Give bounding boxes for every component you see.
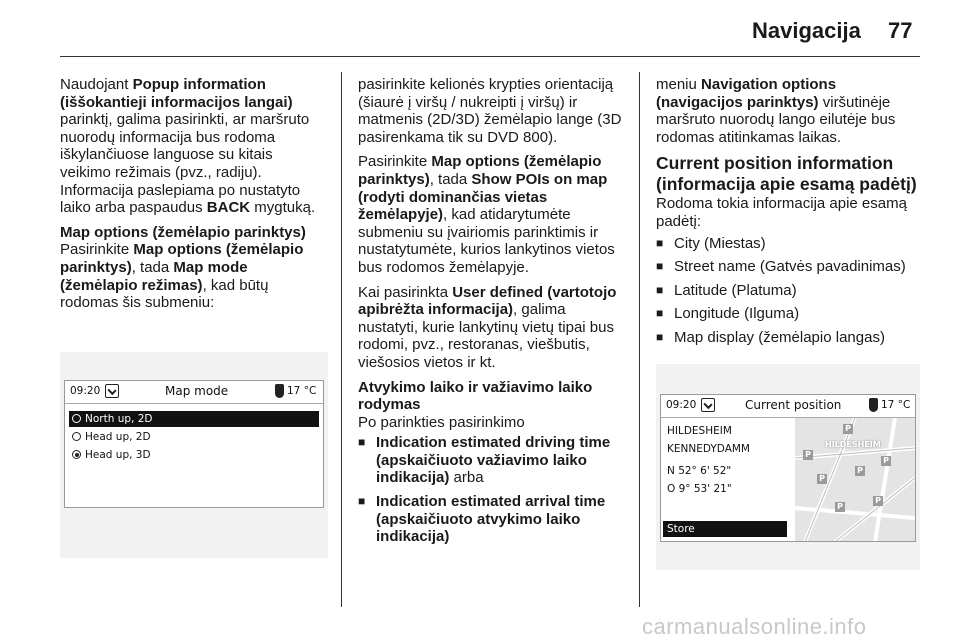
poi-icon: P: [803, 450, 813, 460]
navigation-icon: [701, 398, 715, 412]
section-heading-arrival-time: Atvykimo laiko ir važiavimo laiko rodymas: [358, 378, 593, 414]
poi-icon: P: [817, 474, 827, 484]
radio-icon: [72, 414, 81, 423]
map-mode-option-head-up-2d[interactable]: Head up, 2D: [69, 429, 319, 445]
header-rule: [60, 56, 920, 57]
navigation-icon: [105, 384, 119, 398]
paragraph: Po parinkties pasirinkimo: [358, 413, 525, 431]
list-item: ■ Longitude (Ilguma): [656, 305, 922, 323]
paragraph: Pasirinkite Map options (žemėlapio parinktys), tada Show POIs on map (rodyti dominančias vietas žemėlapyje), kad atidarytumėte submeniu su įvairiomis parinktimis ir nustatytumėte, kurios lankytinos vietos bus rodomos žemėlapyje.: [358, 153, 615, 276]
paragraph: Pasirinkite Map options (žemėlapio parinktys), tada Map mode (žemėlapio režimas), kad būtų rodomas šis submeniu:: [60, 241, 304, 312]
radio-selected-icon: [72, 450, 81, 459]
page-number: 77: [888, 18, 913, 43]
map-mode-option-head-up-3d[interactable]: Head up, 3D: [69, 447, 319, 463]
paragraph: Rodoma tokia informacija apie esamą padėtį:: [656, 195, 907, 230]
paragraph: Naudojant Popup information (iššokantieji informacijos langai) parinktį, galima pasirinkti, ar maršruto nuorodų informacija bus rodoma iškylančiuose languose su kitais veikimo režimais (pvz., radiju). Informacija paslepiama po nustatyto laiko arba paspaudus BACK mygtuką.: [60, 76, 316, 217]
list-item: ■ Indication estimated driving time (apskaičiuoto važiavimo laiko indikacija) arba: [358, 434, 624, 487]
poi-icon: P: [835, 502, 845, 512]
list-item: ■ City (Miestas): [656, 235, 922, 253]
list-item: ■ Indication estimated arrival time (apskaičiuoto atvykimo laiko indikacija): [358, 493, 624, 546]
clock: 09:20: [70, 385, 101, 397]
store-button[interactable]: Store: [663, 521, 787, 537]
poi-icon: P: [855, 466, 865, 476]
column-divider-1: [341, 72, 342, 607]
current-position-screen: [660, 394, 916, 542]
column-2: [358, 76, 624, 554]
radio-icon: [72, 432, 81, 441]
city-value: HILDESHEIM: [667, 425, 732, 437]
column-1: [60, 76, 326, 319]
paragraph: pasirinkite kelionės krypties orientaciją (šiaurė į viršų / nukreipti į viršų) ir matmenis (2D/3D) žemėlapio lange (3D pasirenkama tik su DVD 800).: [358, 76, 622, 146]
street-value: KENNEDYDAMM: [667, 443, 750, 455]
poi-icon: P: [873, 496, 883, 506]
watermark: carmanualsonline.info: [642, 614, 867, 639]
map-roads: [795, 418, 915, 542]
paragraph: meniu Navigation options (navigacijos parinktys) viršutinėje maršruto nuorodų lango eilutėje bus rodomas atitinkamas laikas.: [656, 76, 896, 146]
position-info-list: [656, 235, 922, 347]
poi-icon: P: [881, 456, 891, 466]
map-mode-screen: [64, 380, 324, 508]
list-item: ■ Street name (Gatvės pavadinimas): [656, 258, 922, 276]
section-heading-map-options: Map options (žemėlapio parinktys): [60, 223, 306, 241]
section-heading-current-position: Current position information (informacija apie esamą padėtį): [656, 153, 917, 195]
screen-title: Map mode: [165, 384, 229, 398]
map-mode-option-north-up-2d[interactable]: North up, 2D: [69, 411, 319, 427]
clock: 09:20: [666, 399, 697, 411]
current-position-screenshot: [656, 364, 920, 570]
paragraph: Kai pasirinkta User defined (vartotojo apibrėžta informacija), galima nustatyti, kurie lankytinų vietų tipai bus rodomi, pvz., restoranas, viešbutis, viešosios vietos ir kt.: [358, 283, 617, 371]
thermometer-icon: [275, 384, 284, 398]
time-options-list: [358, 434, 624, 546]
list-item: ■ Latitude (Platuma): [656, 282, 922, 300]
screen-topbar: [65, 381, 323, 404]
latitude-value: N 52° 6' 52": [667, 465, 732, 477]
column-divider-2: [639, 72, 640, 607]
list-item: ■ Map display (žemėlapio langas): [656, 329, 922, 347]
page-title: Navigacija: [752, 18, 861, 43]
temperature: 17 °C: [287, 385, 317, 397]
longitude-value: O 9° 53' 21": [667, 483, 732, 495]
map-mode-screenshot: [60, 352, 328, 558]
map-display[interactable]: [795, 418, 915, 541]
column-3: [656, 76, 922, 355]
temperature: 17 °C: [881, 399, 911, 411]
thermometer-icon: [869, 398, 878, 412]
screen-topbar: [661, 395, 915, 418]
map-city-label: HILDESHEIM: [825, 440, 881, 449]
screen-title: Current position: [745, 398, 842, 412]
poi-icon: P: [843, 424, 853, 434]
